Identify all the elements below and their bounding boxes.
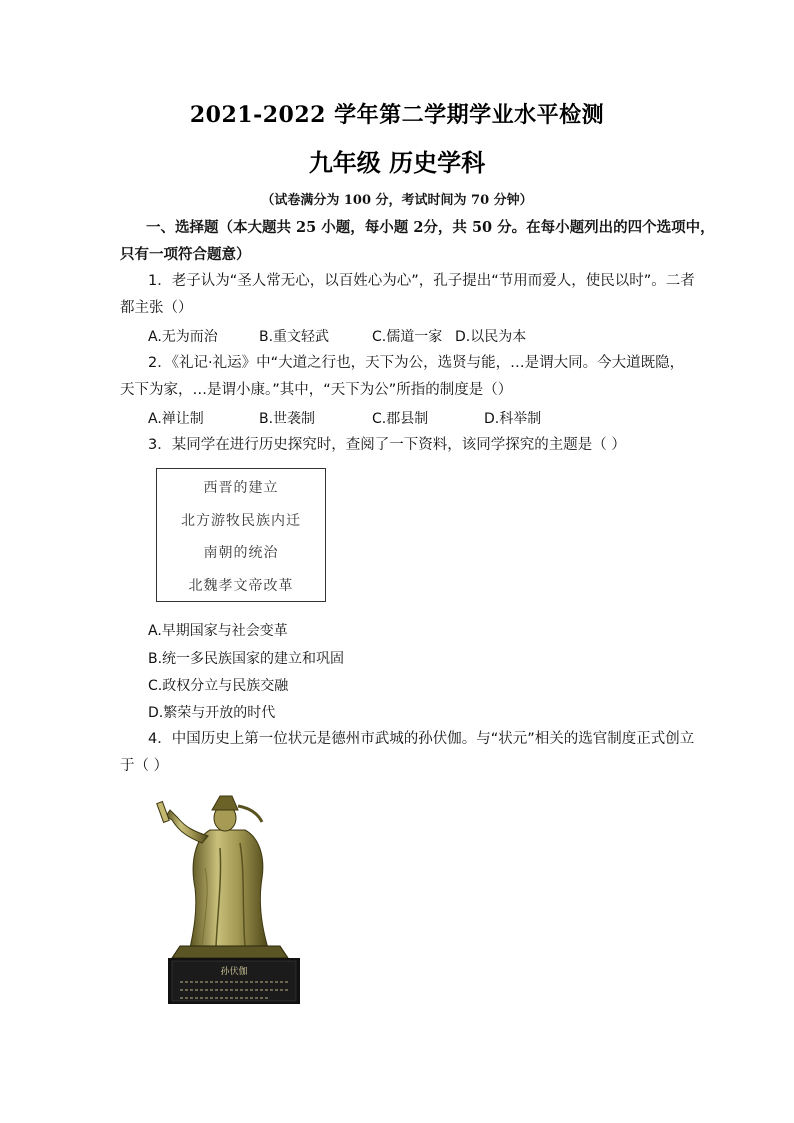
question-3-option-c: C.政权分立与民族交融: [148, 678, 289, 694]
question-1-stem-line2: 都主张（）: [120, 300, 193, 316]
exam-note: （试卷满分为 100 分，考试时间为 70 分钟）: [261, 193, 533, 208]
question-2-stem-line2: 天下为家，…是谓小康。”其中，“天下为公”所指的制度是（）: [120, 382, 513, 398]
source-item: 北方游牧民族内迁: [181, 513, 301, 529]
section-heading-line1: 一、选择题（本大题共 25 小题，每小题 2分，共 50 分。在每小题列出的四个选项中，: [146, 219, 715, 236]
source-material-box: [156, 468, 326, 602]
question-1-option-c: C.儒道一家: [372, 329, 443, 345]
question-2-option-d: D.科举制: [484, 411, 542, 427]
exam-subtitle: 九年级 历史学科: [308, 148, 486, 177]
source-item: 西晋的建立: [203, 480, 279, 496]
question-1-option-a: A.无为而治: [148, 329, 218, 345]
statue-image: [150, 788, 320, 1010]
question-1-stem-line1: 1．老子认为“圣人常无心，以百姓心为心”，孔子提出“节用而爱人，使民以时”。二者: [148, 273, 695, 289]
question-3-option-a: A.早期国家与社会变革: [148, 623, 288, 639]
question-2-option-c: C.郡县制: [372, 411, 429, 427]
question-1-option-b: B.重文轻武: [259, 329, 330, 345]
statue-name-label: 孙伏伽: [220, 967, 248, 977]
question-4-stem-line2: 于（ ）: [120, 758, 169, 774]
source-item: 南朝的统治: [203, 545, 279, 561]
question-3-option-d: D.繁荣与开放的时代: [148, 705, 276, 721]
question-3-option-b: B.统一多民族国家的建立和巩固: [148, 651, 345, 667]
question-2-option-b: B.世袭制: [259, 411, 316, 427]
exam-title: 2021-2022 学年第二学期学业水平检测: [189, 102, 605, 128]
question-2-option-a: A.禅让制: [148, 411, 204, 427]
source-item: 北魏孝文帝改革: [188, 578, 294, 594]
question-3-stem: 3．某同学在进行历史探究时，查阅了一下资料，该同学探究的主题是（ ）: [148, 437, 626, 453]
question-1-option-d: D.以民为本: [455, 329, 527, 345]
question-2-stem-line1: 2．《礼记·礼运》中“大道之行也，天下为公，选贤与能，…是谓大同。今大道既隐，: [148, 355, 685, 371]
section-heading-line2: 只有一项符合题意）: [120, 246, 251, 263]
question-4-stem-line1: 4．中国历史上第一位状元是德州市武城的孙伏伽。与“状元”相关的选官制度正式创立: [148, 731, 695, 747]
